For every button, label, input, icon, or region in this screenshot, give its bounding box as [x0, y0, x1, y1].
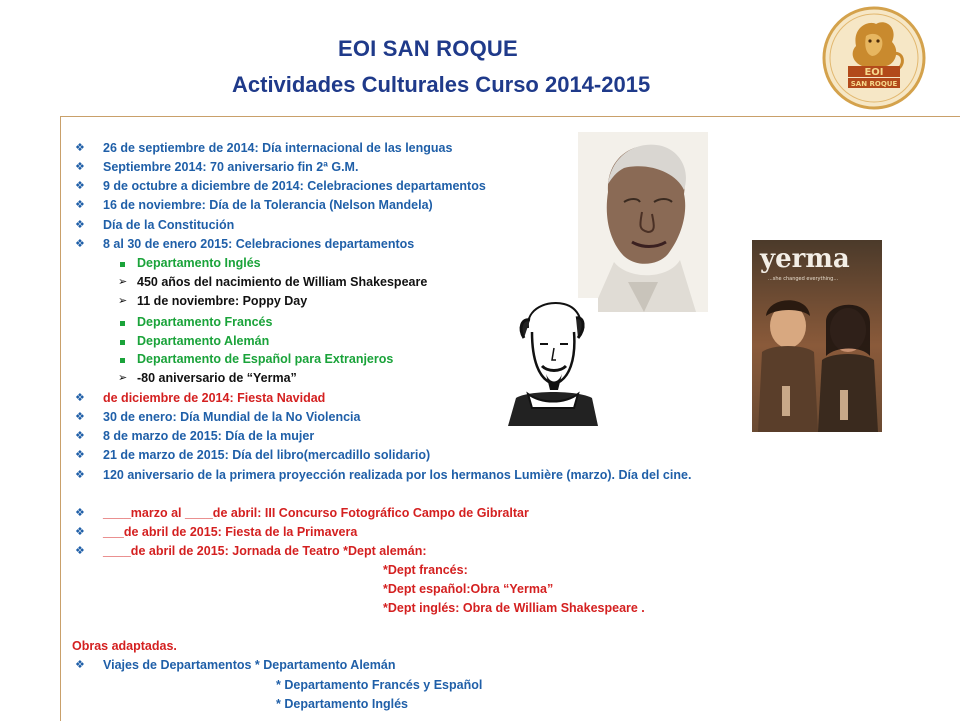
square-bullet-icon	[120, 256, 125, 272]
list-item: Departamento de Español para Extranjeros	[137, 352, 394, 366]
list-item: Departamento Alemán	[137, 334, 270, 348]
diamond-bullet-icon: ❖	[75, 449, 85, 461]
diamond-bullet-icon: ❖	[75, 199, 85, 211]
diamond-bullet-icon: ❖	[75, 180, 85, 192]
list-item: Departamento Francés	[137, 315, 273, 329]
list-item: Septiembre 2014: 70 aniversario fin 2ª G.M.	[103, 160, 359, 174]
diamond-bullet-icon: ❖	[75, 507, 85, 519]
page-subtitle: Actividades Culturales Curso 2014-2015	[232, 72, 651, 97]
square-bullet-icon	[120, 315, 125, 331]
list-item: -80 aniversario de “Yerma”	[137, 371, 297, 385]
logo-text-top: EOI	[864, 67, 884, 78]
diamond-bullet-icon: ❖	[75, 219, 85, 231]
list-item: ___de abril de 2015: Fiesta de la Primavera	[103, 525, 358, 539]
diamond-bullet-icon: ❖	[75, 526, 85, 538]
poster-tagline: ...she changed everything...	[768, 276, 839, 282]
list-item: 450 años del nacimiento de William Shakespeare	[137, 275, 428, 289]
list-item: ____de abril de 2015: Jornada de Teatro *Dept alemán:	[103, 544, 427, 558]
diamond-bullet-icon: ❖	[75, 659, 85, 671]
list-item: Obras adaptadas.	[72, 639, 177, 653]
list-item: 26 de septiembre de 2014: Día internacional de las lenguas	[103, 141, 453, 155]
square-bullet-icon	[120, 334, 125, 350]
list-item: 120 aniversario de la primera proyección realizada por los hermanos Lumière (marzo). Día del cine.	[103, 468, 692, 482]
diamond-bullet-icon: ❖	[75, 392, 85, 404]
list-item: 8 de marzo de 2015: Día de la mujer	[103, 429, 315, 443]
arrow-bullet-icon: ➢	[118, 276, 128, 288]
square-bullet-icon	[120, 352, 125, 368]
list-item: 16 de noviembre: Día de la Tolerancia (Nelson Mandela)	[103, 198, 433, 212]
diamond-bullet-icon: ❖	[75, 161, 85, 173]
diamond-bullet-icon: ❖	[75, 411, 85, 423]
list-item: Departamento Inglés	[137, 256, 261, 270]
poster-title: yerma	[760, 244, 850, 274]
page-title: EOI SAN ROQUE	[338, 36, 518, 61]
list-item: *Dept inglés: Obra de William Shakespeare .	[383, 601, 645, 615]
list-item: 11 de noviembre: Poppy Day	[137, 294, 308, 308]
logo-text-bottom: SAN ROQUE	[850, 80, 898, 88]
diamond-bullet-icon: ❖	[75, 545, 85, 557]
list-item: Día de la Constitución	[103, 218, 235, 232]
diamond-bullet-icon: ❖	[75, 430, 85, 442]
list-item: 9 de octubre a diciembre de 2014: Celebraciones departamentos	[103, 179, 486, 193]
list-item: *Dept español:Obra “Yerma”	[383, 582, 554, 596]
list-item: ____marzo al ____de abril: III Concurso Fotográfico Campo de Gibraltar	[103, 506, 529, 520]
diamond-bullet-icon: ❖	[75, 238, 85, 250]
list-item: Viajes de Departamentos * Departamento Alemán	[103, 658, 396, 672]
list-item: 21 de marzo de 2015: Día del libro(mercadillo solidario)	[103, 448, 431, 462]
diamond-bullet-icon: ❖	[75, 469, 85, 481]
list-item: * Departamento Francés y Español	[276, 678, 483, 692]
list-item: 8 al 30 de enero 2015: Celebraciones departamentos	[103, 237, 415, 251]
list-item: 30 de enero: Día Mundial de la No Violencia	[103, 410, 361, 424]
list-item: *Dept francés:	[383, 563, 468, 577]
arrow-bullet-icon: ➢	[118, 295, 128, 307]
list-item: de diciembre de 2014: Fiesta Navidad	[103, 391, 326, 405]
arrow-bullet-icon: ➢	[118, 372, 128, 384]
list-item: * Departamento Inglés	[276, 697, 408, 711]
diamond-bullet-icon: ❖	[75, 142, 85, 154]
